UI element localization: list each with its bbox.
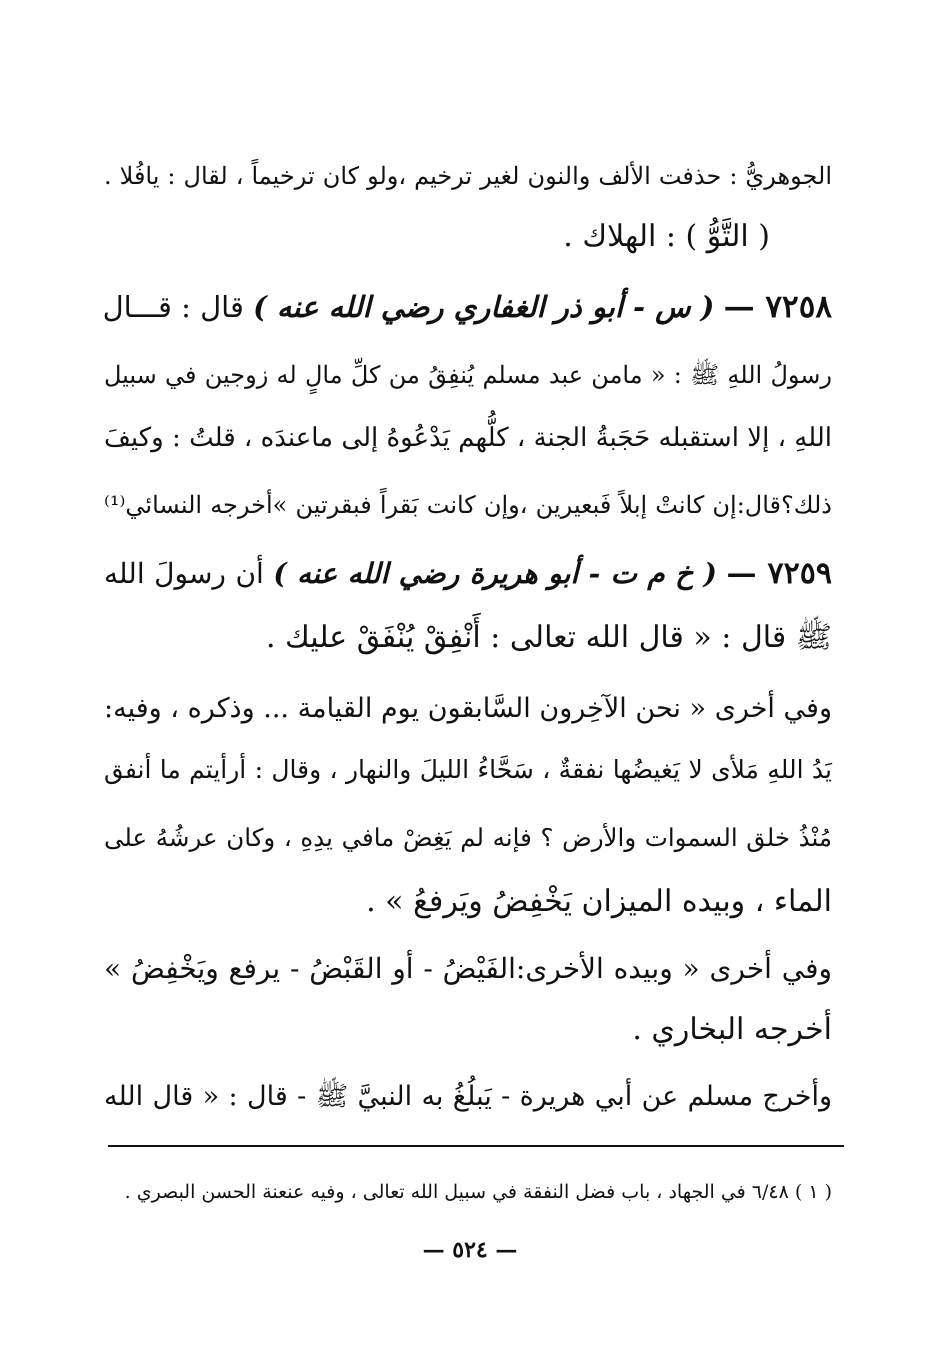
text-line-2: ( التَّوُّ ) : الهلاك .: [563, 219, 770, 254]
text-line-5: ذلك؟قال:إن كانتْ إبلاً فَبعيرين ،وإن كانت بَقراً فبقرتين »أخرجه النسائي⁽¹⁾: [104, 491, 832, 519]
text-line-8: يَدُ اللهِ مَلأى لا يَغيضُها نفقةٌ ، سَحَّاءُ الليلَ والنهار ، وقال : أرأيتم ما أنفق: [104, 755, 832, 784]
hadith-number: ٧٢٥٩ —: [726, 556, 832, 591]
text-line-3: رسولُ اللهِ ﷺ : « مامن عبد مسلم يُنفِقُ من كلِّ مالٍ له زوجين في سبيل: [104, 361, 832, 389]
hadith-7259-heading: [104, 545, 832, 603]
text-line-11: وفي أخرى « وبيده الأخرى:الفَيْضُ - أو القَبْضُ - يرفع ويَخْفِضُ »: [104, 952, 832, 985]
hadith-source: ( س - أبو ذر الغفاري رضي الله عنه ): [253, 290, 715, 324]
text-line-10: الماء ، وبيده الميزان يَخْفِضُ ويَرفعُ » .: [366, 884, 832, 919]
hadith-intro: قال : قـــال: [102, 290, 244, 324]
hadith-7258-heading: [104, 278, 832, 336]
footnote: ( ١ ) ٦/٤٨ في الجهاد ، باب فضل النفقة في سبيل الله تعالى ، وفيه عنعنة الحسن البصري .: [124, 1181, 832, 1203]
footnote-divider: [108, 1145, 844, 1147]
text-line-6: ﷺ قال : « قال الله تعالى : أَنْفِقْ يُنْفَقْ عليك .: [265, 620, 832, 655]
text-line-13: وأخرج مسلم عن أبي هريرة - يَبلُغُ به النبيَّ ﷺ - قال : « قال الله: [104, 1081, 832, 1112]
text-line-4: اللهِ ، إلا استقبله حَجَبةُ الجنة ، كلُّهم يَدْعُوهُ إلى ماعندَه ، قلتُ : وكيفَ: [104, 423, 832, 453]
text-line-7: وفي أخرى « نحن الآخِرون السَّابقون يوم القيامة ... وذكره ، وفيه:: [104, 693, 832, 724]
page-number: — ٥٢٤ —: [422, 1237, 518, 1263]
hadith-source: ( خ م ت - أبو هريرة رضي الله عنه ): [273, 557, 717, 590]
hadith-number: ٧٢٥٨ —: [723, 289, 832, 325]
text-line-1: الجوهريُّ : حذفت الألف والنون لغير ترخيم ،ولو كان ترخيماً ، لقال : يافُلا .: [104, 162, 832, 190]
text-line-12: أخرجه البخاري .: [632, 1012, 832, 1047]
text-line-9: مُنْذُ خلق السموات والأرض ؟ فإنه لم يَغِضْ مافي يدِهِ ، وكان عرشُهُ على: [104, 823, 832, 852]
hadith-intro: أن رسولَ الله: [104, 557, 264, 590]
